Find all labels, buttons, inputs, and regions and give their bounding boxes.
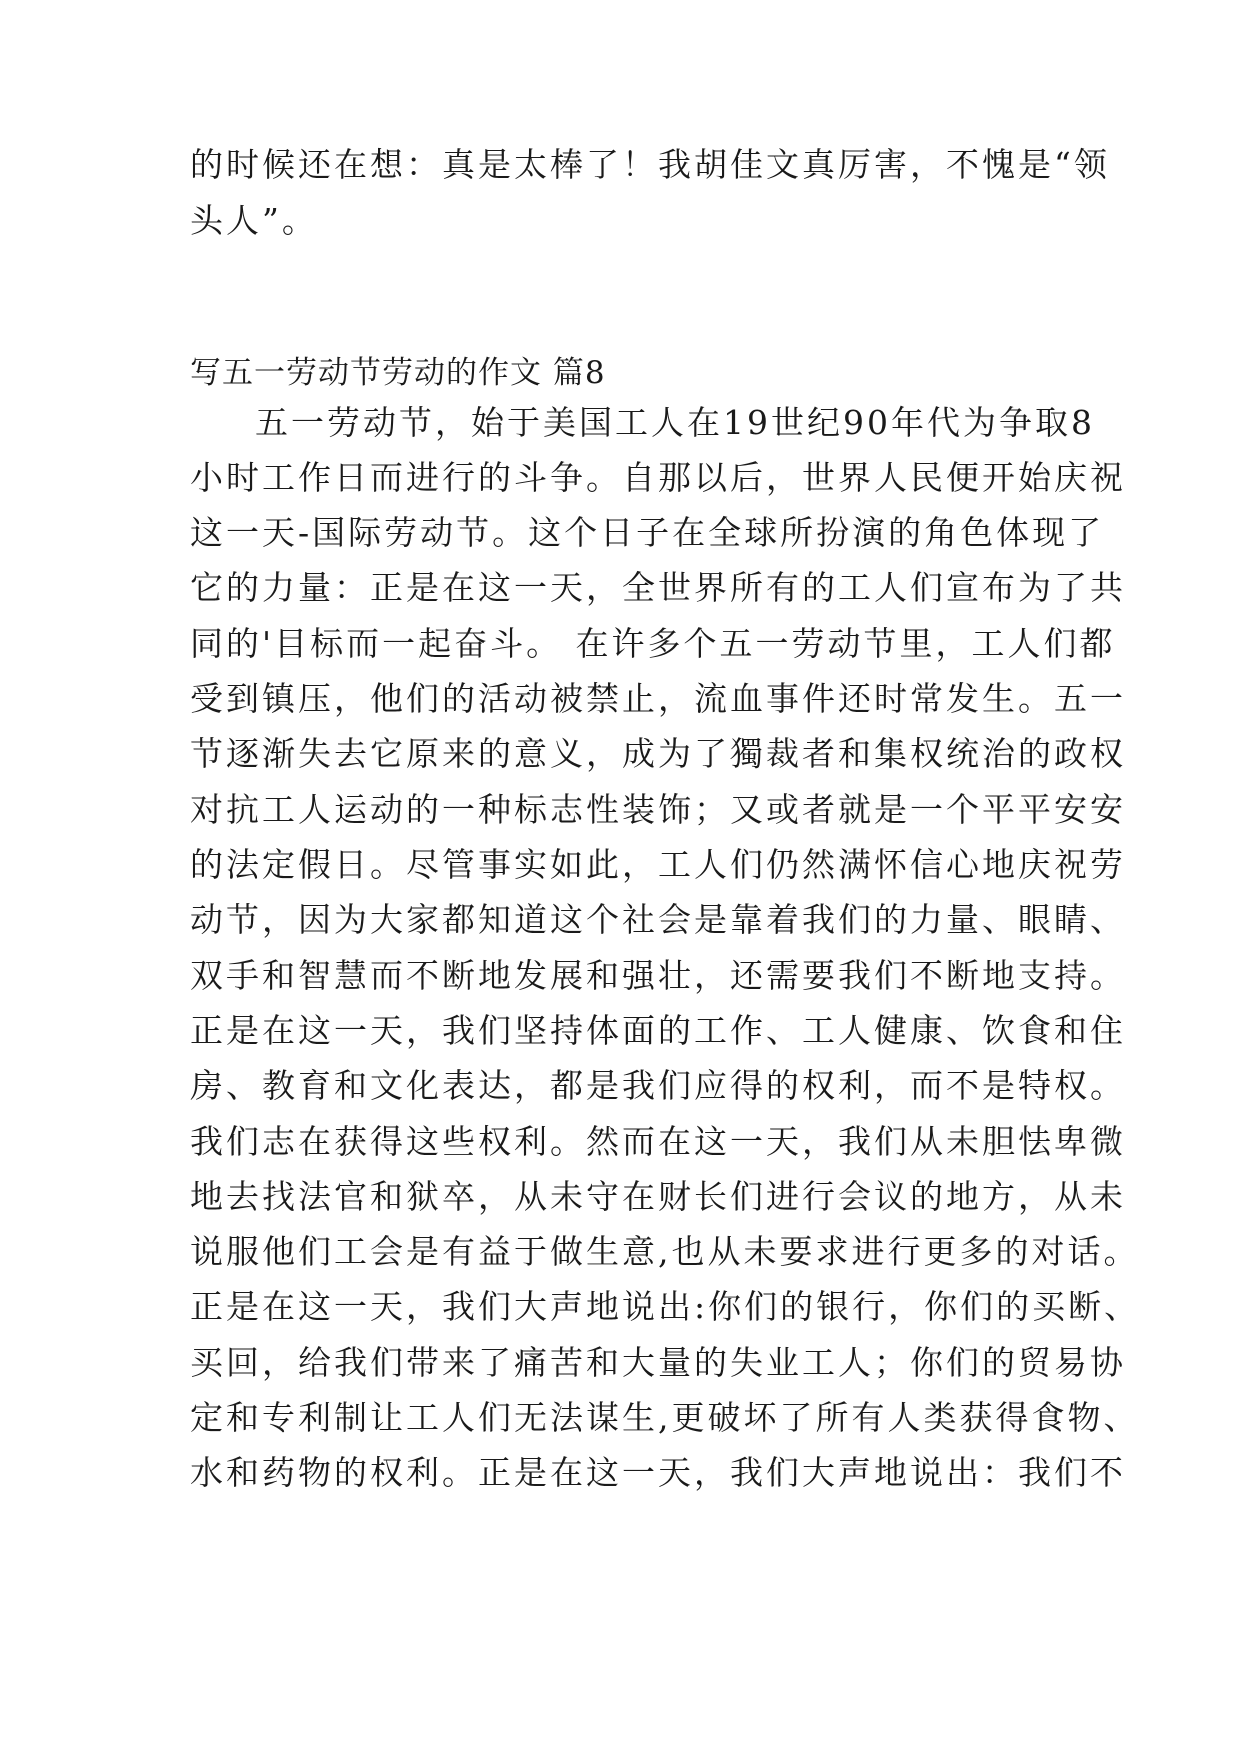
paragraph-line-11: 双手和智慧而不断地发展和强壮，还需要我们不断地支持。 — [190, 956, 1126, 995]
paragraph-line-10: 动节，因为大家都知道这个社会是靠着我们的力量、眼睛、 — [190, 900, 1126, 939]
paragraph-line-16: 说服他们工会是有益于做生意,也从未要求进行更多的对话。 — [190, 1232, 1140, 1271]
paragraph-line-20: 水和药物的权利。正是在这一天，我们大声地说出：我们不 — [190, 1453, 1126, 1492]
paragraph-line-6: 受到镇压，他们的活动被禁止，流血事件还时常发生。五一 — [190, 679, 1126, 718]
paragraph-line-1: 五一劳动节，始于美国工人在19世纪90年代为争取8 — [255, 403, 1095, 442]
continuation-line-1: 的时候还在想：真是太棒了！我胡佳文真厉害，不愧是“领 — [190, 145, 1110, 184]
paragraph-line-2: 小时工作日而进行的斗争。自那以后，世界人民便开始庆祝 — [190, 458, 1126, 497]
paragraph-line-13: 房、教育和文化表达，都是我们应得的权利，而不是特权。 — [190, 1066, 1126, 1105]
paragraph-line-17: 正是在这一天，我们大声地说出:你们的银行，你们的买断、 — [190, 1287, 1141, 1326]
paragraph-line-5: 同的'目标而一起奋斗。 在许多个五一劳动节里，工人们都 — [190, 624, 1116, 663]
paragraph-line-15: 地去找法官和狱卒，从未守在财长们进行会议的地方，从未 — [190, 1177, 1126, 1216]
paragraph-line-4: 它的力量：正是在这一天，全世界所有的工人们宣布为了共 — [190, 568, 1126, 607]
paragraph-line-12: 正是在这一天，我们坚持体面的工作、工人健康、饮食和住 — [190, 1011, 1126, 1050]
paragraph-line-14: 我们志在获得这些权利。然而在这一天，我们从未胆怯卑微 — [190, 1122, 1126, 1161]
paragraph-line-18: 买回，给我们带来了痛苦和大量的失业工人；你们的贸易协 — [190, 1343, 1126, 1382]
paragraph-line-9: 的法定假日。尽管事实如此，工人们仍然满怀信心地庆祝劳 — [190, 845, 1126, 884]
paragraph-line-3: 这一天-国际劳动节。这个日子在全球所扮演的角色体现了 — [190, 513, 1105, 552]
paragraph-line-7: 节逐渐失去它原来的意义，成为了獨裁者和集权统治的政权 — [190, 734, 1126, 773]
continuation-line-2: 头人”。 — [190, 201, 318, 240]
paragraph-line-19: 定和专利制让工人们无法谋生,更破坏了所有人类获得食物、 — [190, 1398, 1140, 1437]
section-heading: 写五一劳动节劳动的作文 篇8 — [190, 355, 606, 391]
paragraph-line-8: 对抗工人运动的一种标志性装饰；又或者就是一个平平安安 — [190, 790, 1126, 829]
